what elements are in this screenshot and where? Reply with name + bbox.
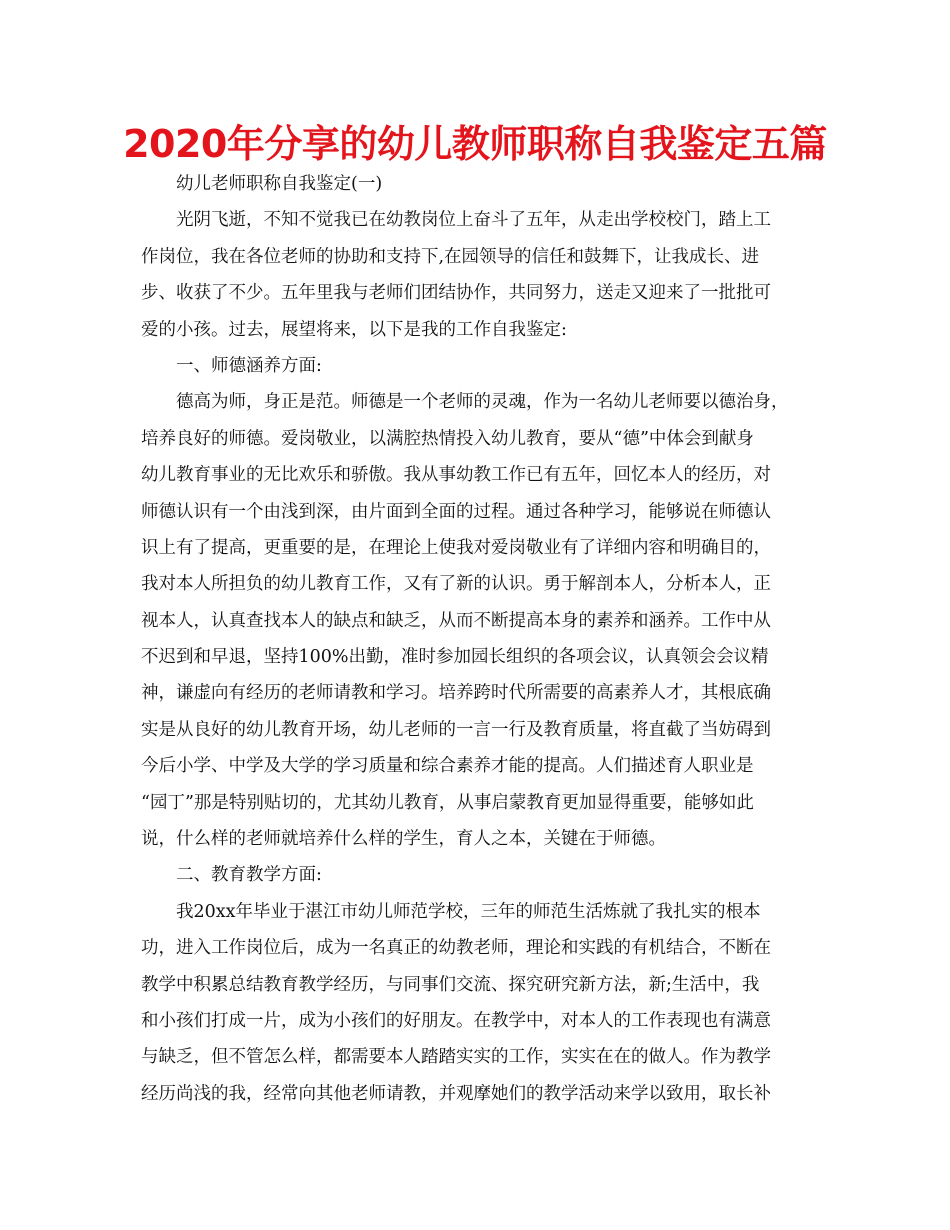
paragraph-line: 师德认识有一个由浅到深，由片面到全面的过程。通过各种学习，能够说在师德认 [141, 501, 771, 522]
paragraph-line: 德高为师，身正是范。师德是一个老师的灵魂，作为一名幼儿老师要以德治身， [176, 392, 789, 413]
paragraph-line: 我20xx年毕业于湛江市幼儿师范学校，三年的师范生活炼就了我扎实的根本 [176, 901, 761, 922]
paragraph-line: 不迟到和早退，坚持100%出勤，准时参加园长组织的各项会议，认真领会会议精 [141, 647, 769, 668]
section-heading: 二、教育教学方面: [176, 865, 322, 886]
document-body [141, 166, 811, 1112]
paragraph-line: 说，什么样的老师就培养什么样的学生，育人之本，关键在于师德。 [141, 829, 666, 850]
paragraph-line: 识上有了提高，更重要的是，在理论上使我对爱岗敬业有了详细内容和明确目的， [141, 537, 771, 558]
paragraph-line: 光阴飞逝，不知不觉我已在幼教岗位上奋斗了五年，从走出学校校门，踏上工 [176, 210, 771, 231]
paragraph-line: 实是从良好的幼儿教育开场，幼儿老师的一言一行及教育质量，将直截了当妨碍到 [141, 719, 771, 740]
document-title: 2020年分享的幼儿教师职称自我鉴定五篇 [123, 122, 827, 166]
paragraph-line: 培养良好的师德。爱岗敬业，以满腔热情投入幼儿教育，要从“德”中体会到献身 [141, 428, 754, 449]
paragraph-line: 我对本人所担负的幼儿教育工作，又有了新的认识。勇于解剖本人，分析本人，正 [141, 574, 771, 595]
paragraph-line: 经历尚浅的我，经常向其他老师请教，并观摩她们的教学活动来学以致用，取长补 [141, 1083, 771, 1104]
paragraph-line: 和小孩们打成一片，成为小孩们的好朋友。在教学中，对本人的工作表现也有满意 [141, 1010, 771, 1031]
paragraph-line: 视本人，认真查找本人的缺点和缺乏，从而不断提高本身的素养和涵养。工作中从 [141, 610, 771, 631]
paragraph-line: “园丁”那是特别贴切的，尤其幼儿教育，从事启蒙教育更加显得重要，能够如此 [141, 792, 754, 813]
paragraph-line: 步、收获了不少。五年里我与老师们团结协作，共同努力，送走又迎来了一批批可 [141, 283, 771, 304]
section-heading: 一、师德涵养方面: [176, 355, 322, 376]
paragraph-line: 幼儿教育事业的无比欢乐和骄傲。我从事幼教工作已有五年，回忆本人的经历，对 [141, 465, 771, 486]
paragraph-line: 爱的小孩。过去，展望将来，以下是我的工作自我鉴定: [141, 319, 567, 340]
section-heading: 幼儿老师职称自我鉴定(一) [176, 174, 383, 194]
paragraph-line: 神，谦虚向有经历的老师请教和学习。培养跨时代所需要的高素养人才，其根底确 [141, 683, 771, 704]
paragraph-line: 教学中积累总结教育教学经历，与同事们交流、探究研究新方法，新;生活中，我 [141, 974, 760, 995]
paragraph-line: 今后小学、中学及大学的学习质量和综合素养才能的提高。人们描述育人职业是 [141, 756, 754, 777]
paragraph-line: 功，进入工作岗位后，成为一名真正的幼教老师，理论和实践的有机结合，不断在 [141, 938, 771, 959]
paragraph-line: 作岗位，我在各位老师的协助和支持下,在园领导的信任和鼓舞下，让我成长、进 [141, 246, 760, 267]
paragraph-line: 与缺乏，但不管怎么样，都需要本人踏踏实实的工作，实实在在的做人。作为教学 [141, 1047, 771, 1068]
